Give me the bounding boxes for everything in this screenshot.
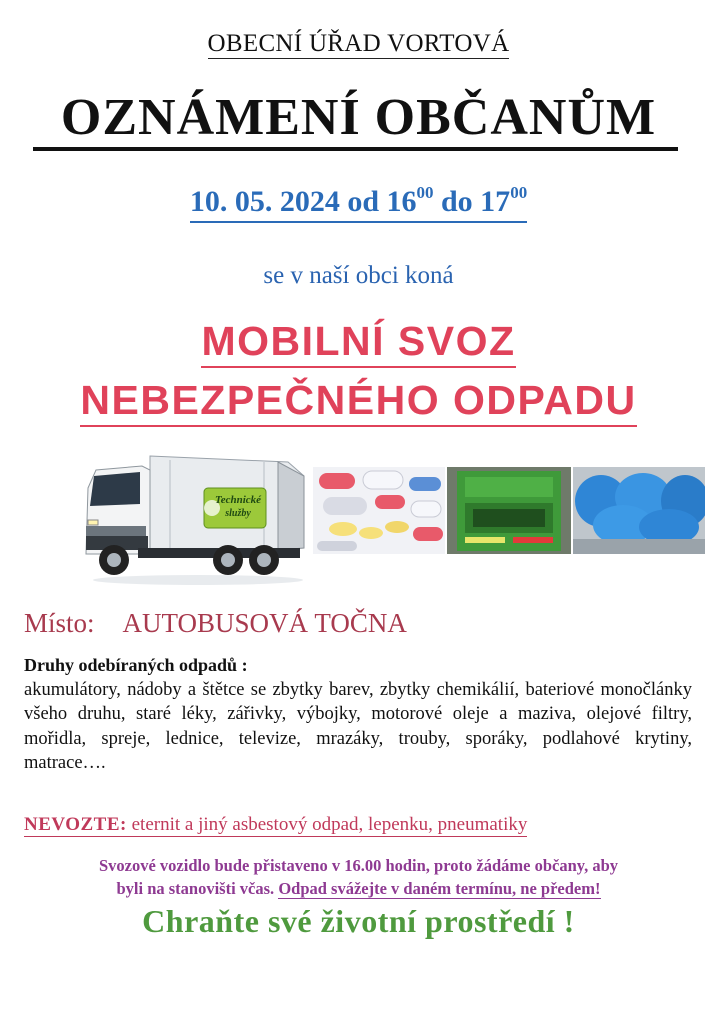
date-start: 10. 05. 2024 od 16 <box>189 185 417 218</box>
waste-types-list: akumulátory, nádoby a štětce se zbytky barev, zbytky chemikálií, bateriové monočlánky všeho druhu, staré léky, zářivky, výbojky, motorové oleje a maziva, olejové filtry, mořidla, spreje, lednice, televize, mrazáky, trouby, sporáky, podlahové krytiny, matrace…. <box>24 680 692 773</box>
excluded-waste <box>24 814 527 836</box>
event-title-line1 <box>0 318 717 368</box>
waste-photos-strip <box>313 467 705 554</box>
office-name-text: OBECNÍ ÚŘAD VORTOVÁ <box>207 30 510 57</box>
place-label: Místo: <box>24 608 95 638</box>
notice-line2-underlined: Odpad svážejte v daném termínu, ne předem! <box>278 879 601 898</box>
headline-underline <box>33 147 678 151</box>
collection-notice <box>0 854 717 900</box>
waste-types-heading: Druhy odebíraných odpadů : <box>24 655 248 675</box>
office-name <box>0 30 717 58</box>
notice-line2-plain: byli na stanovišti včas. <box>116 879 279 898</box>
place-value: AUTOBUSOVÁ TOČNA <box>122 608 407 638</box>
svg-text:služby: služby <box>225 508 251 519</box>
excluded-waste-items: eternit a jiný asbestový odpad, lepenku, pneumatiky <box>126 814 528 835</box>
event-date <box>0 183 717 223</box>
date-start-minutes: 00 <box>416 183 434 202</box>
place-line <box>24 608 407 639</box>
date-end-minutes: 00 <box>510 183 528 202</box>
excluded-waste-text <box>24 814 527 837</box>
event-title-line2 <box>0 377 717 427</box>
date-end: do 17 <box>433 185 511 218</box>
event-title-line1-text: MOBILNÍ SVOZ <box>201 321 515 368</box>
excluded-waste-label: NEVOZTE: <box>24 814 127 835</box>
slogan: Chraňte své životní prostředí ! <box>142 903 575 939</box>
event-date-text <box>190 183 527 223</box>
subline: se v naší obci koná <box>263 262 454 289</box>
headline: OZNÁMENÍ OBČANŮM <box>60 89 657 146</box>
svg-text:Technické: Technické <box>214 494 262 506</box>
notice-line2 <box>0 877 717 900</box>
event-title-line2-text: NEBEZPEČNÉHO ODPADU <box>80 380 636 427</box>
notice-line1: Svozové vozidlo bude přistaveno v 16.00 hodin, proto žádáme občany, aby <box>98 856 619 875</box>
garbage-truck-image <box>78 448 310 590</box>
